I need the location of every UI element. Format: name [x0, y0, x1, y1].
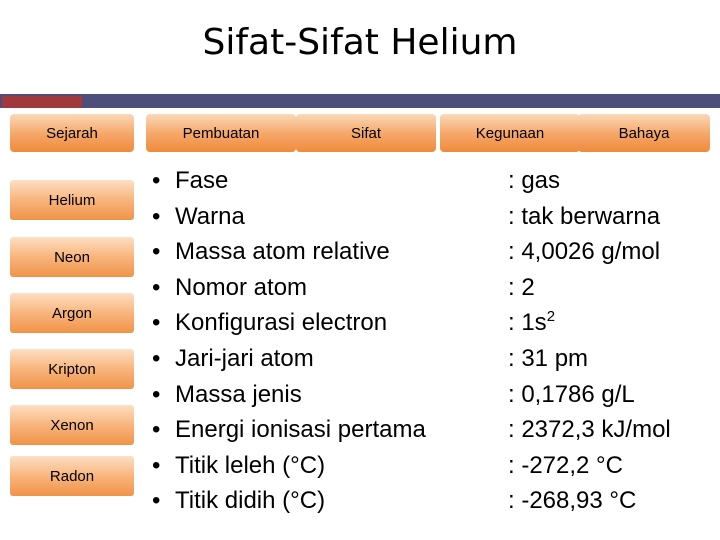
property-value: : tak berwarna	[508, 202, 661, 230]
bullet-icon: •	[152, 238, 161, 266]
sidebar-item-xenon[interactable]: Xenon	[10, 405, 134, 445]
header-bar-accent	[2, 96, 82, 108]
property-value: : 0,1786 g/L	[508, 380, 635, 408]
bullet-icon: •	[152, 167, 161, 194]
bullet-icon: •	[152, 380, 161, 408]
bullet-icon: •	[152, 273, 161, 301]
property-name: Nomor atom	[175, 273, 308, 301]
list-item	[152, 377, 426, 413]
bullet-icon: •	[152, 487, 161, 515]
property-value: : 1s	[508, 309, 547, 337]
property-value: : gas	[508, 167, 561, 194]
bullet-icon: •	[152, 416, 161, 444]
tab-kegunaan[interactable]: Kegunaan	[440, 114, 580, 152]
superscript: 2	[546, 308, 556, 326]
bullet-icon: •	[152, 202, 161, 230]
list-item	[152, 163, 426, 199]
list-item	[152, 234, 426, 270]
bullet-icon: •	[152, 309, 161, 337]
property-value: : 2372,3 kJ/mol	[508, 416, 671, 444]
sidebar-item-helium[interactable]: Helium	[10, 180, 134, 220]
list-item	[152, 270, 426, 306]
bullet-icon: •	[152, 451, 161, 479]
property-value: : 2	[508, 273, 535, 301]
list-item	[152, 483, 426, 519]
property-name: Fase	[175, 167, 229, 194]
tab-sejarah[interactable]: Sejarah	[10, 114, 134, 152]
property-name-list	[152, 163, 426, 519]
property-name: Warna	[175, 202, 245, 230]
bullet-icon: •	[152, 344, 161, 372]
property-value: : -272,2 °C	[508, 451, 623, 479]
list-item	[152, 448, 426, 484]
list-item	[152, 341, 426, 377]
property-value-list	[508, 163, 671, 519]
property-name: Titik didih (°C)	[175, 487, 326, 515]
tab-pembuatan[interactable]: Pembuatan	[146, 114, 296, 152]
property-name: Titik leleh (°C)	[175, 451, 326, 479]
tab-bahaya[interactable]: Bahaya	[578, 114, 710, 152]
sidebar-item-kripton[interactable]: Kripton	[10, 349, 134, 389]
property-name: Massa atom relative	[175, 238, 390, 266]
property-name: Jari-jari atom	[175, 344, 314, 372]
page-title: Sifat-Sifat Helium	[202, 22, 518, 63]
list-item	[152, 412, 426, 448]
property-name: Energi ionisasi pertama	[175, 416, 426, 444]
property-value: : 4,0026 g/mol	[508, 238, 661, 266]
property-value: : -268,93 °C	[508, 487, 637, 515]
list-item	[152, 199, 426, 235]
sidebar-item-neon[interactable]: Neon	[10, 237, 134, 277]
list-item	[152, 305, 426, 341]
sidebar-item-radon[interactable]: Radon	[10, 456, 134, 496]
header-bar	[0, 94, 720, 108]
property-name: Massa jenis	[175, 380, 302, 408]
tab-sifat[interactable]: Sifat	[296, 114, 436, 152]
property-name: Konfigurasi electron	[175, 309, 388, 337]
property-value-row	[508, 305, 671, 341]
sidebar-item-argon[interactable]: Argon	[10, 293, 134, 333]
property-value: : 31 pm	[508, 344, 589, 372]
